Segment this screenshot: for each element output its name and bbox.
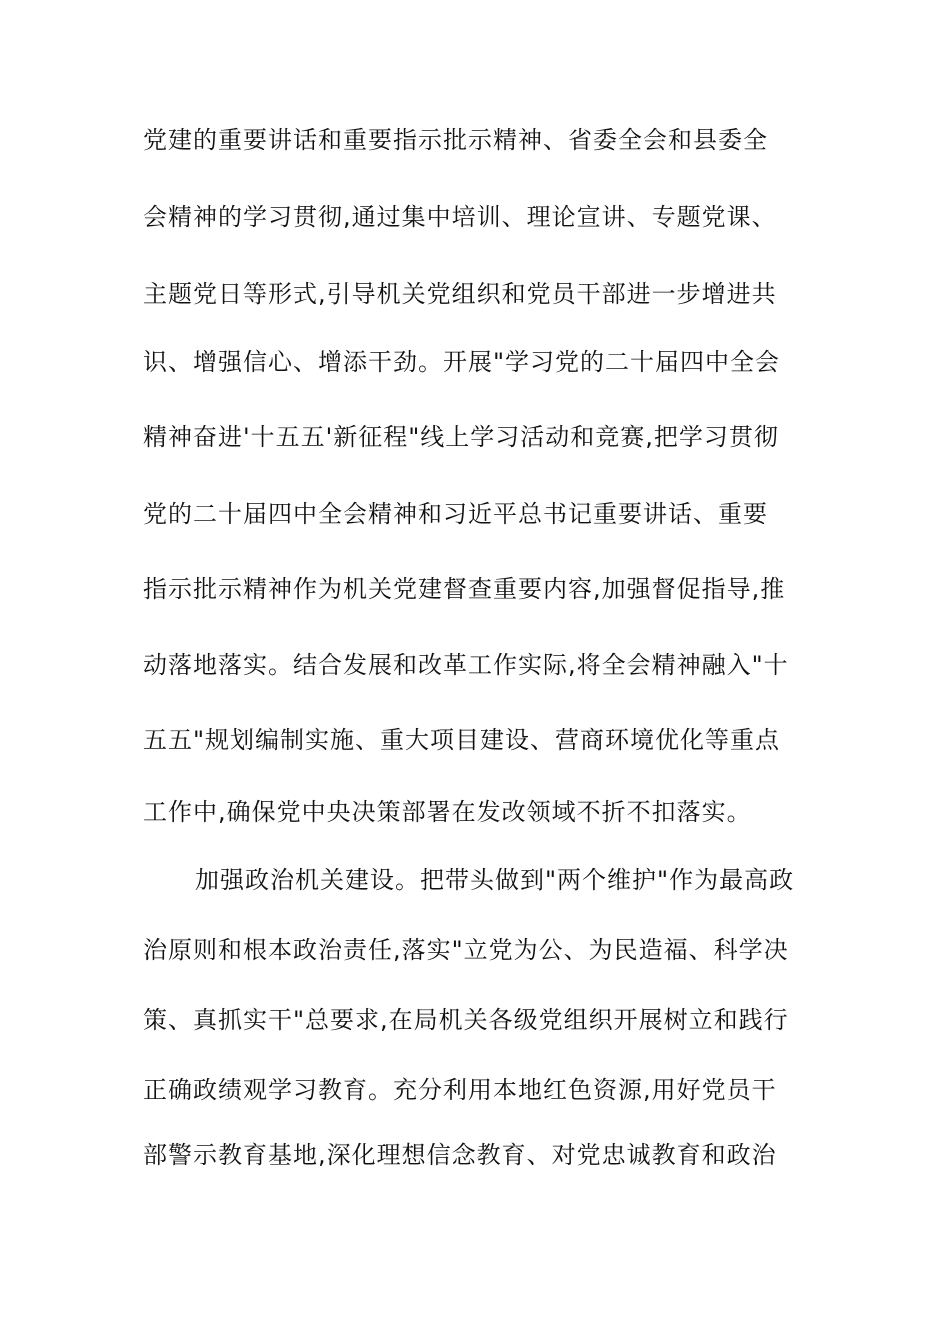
text-line: 主题党日等形式,引导机关党组织和党员干部进一步增进共	[143, 280, 777, 308]
text-line: 精神奋进'十五五'新征程"线上学习活动和竞赛,把学习贯彻	[143, 423, 779, 451]
text-line: 策、真抓实干"总要求,在局机关各级党组织开展树立和践行	[143, 1006, 789, 1034]
text-line: 五五"规划编制实施、重大项目建设、营商环境优化等重点	[143, 726, 781, 754]
text-line: 会精神的学习贯彻,通过集中培训、理论宣讲、专题党课、	[143, 203, 777, 231]
text-line: 动落地落实。结合发展和改革工作实际,将全会精神融入"十	[143, 651, 789, 679]
text-line: 指示批示精神作为机关党建督查重要内容,加强督促指导,推	[143, 575, 786, 603]
text-line: 识、增强信心、增添干劲。开展"学习党的二十届四中全会	[143, 348, 781, 376]
text-line: 部警示教育基地,深化理想信念教育、对党忠诚教育和政治	[143, 1141, 777, 1169]
paragraph-first-line: 加强政治机关建设。把带头做到"两个维护"作为最高政	[195, 866, 795, 894]
text-line: 正确政绩观学习教育。充分利用本地红色资源,用好党员干	[143, 1076, 777, 1104]
text-line: 工作中,确保党中央决策部署在发改领域不折不扣落实。	[143, 798, 752, 826]
text-line: 治原则和根本政治责任,落实"立党为公、为民造福、科学决	[143, 936, 789, 964]
text-line: 党的二十届四中全会精神和习近平总书记重要讲话、重要	[143, 500, 768, 528]
text-line: 党建的重要讲话和重要指示批示精神、省委全会和县委全	[143, 126, 768, 154]
